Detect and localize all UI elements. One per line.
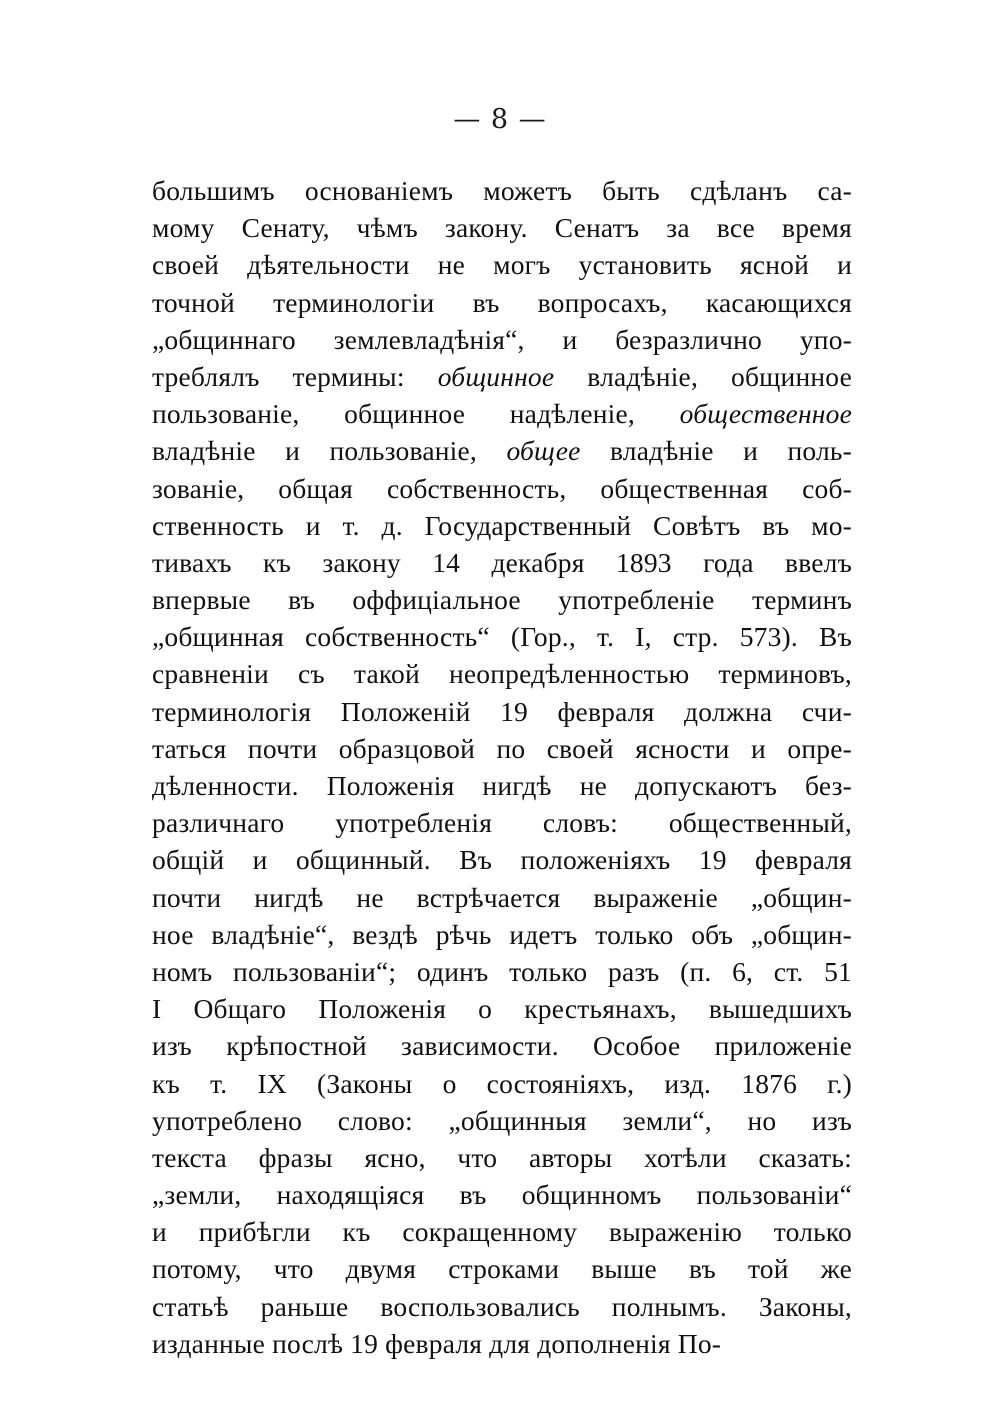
body-text <box>152 172 852 1362</box>
text-segment: треблялъ термины: <box>152 360 438 392</box>
text-line <box>152 544 852 581</box>
text-segment: къ т. IX (Законы о состояніяхъ, изд. 1876 г.) <box>152 1067 852 1099</box>
text-segment: изъ крѣпостной зависимости. Особое приложеніе <box>152 1030 852 1062</box>
text-line <box>152 1139 852 1176</box>
text-line <box>152 395 852 432</box>
text-line <box>152 1288 852 1325</box>
text-segment: таться почти образцовой по своей ясности и опре- <box>152 732 852 764</box>
text-segment: зованіе, общая собственность, общественная соб- <box>152 472 852 504</box>
text-line <box>152 804 852 841</box>
text-line <box>152 1102 852 1139</box>
text-line <box>152 321 852 358</box>
text-segment: общій и общинный. Въ положеніяхъ 19 февраля <box>152 844 852 876</box>
text-segment: ное владѣніе“, вездѣ рѣчь идетъ только объ „общин- <box>152 918 852 950</box>
page-number: — 8 — <box>453 104 547 135</box>
text-segment: I Общаго Положенія о крестьянахъ, вышедшихъ <box>152 993 852 1025</box>
italic-term: общинное <box>437 360 555 392</box>
text-segment: текста фразы ясно, что авторы хотѣли сказать: <box>152 1141 852 1173</box>
text-segment: употреблено слово: „общинныя земли“, но изъ <box>152 1104 852 1136</box>
text-segment: большимъ основаніемъ можетъ быть сдѣланъ са- <box>152 175 852 206</box>
text-line <box>152 470 852 507</box>
text-line <box>152 655 852 692</box>
text-segment: „земли, находящіяся въ общинномъ пользованіи“ <box>152 1179 852 1211</box>
text-segment: номъ пользованіи“; одинъ только разъ (п. 6, ст. 51 <box>152 955 852 987</box>
text-segment: владѣніе и поль- <box>580 435 852 467</box>
text-line <box>152 507 852 544</box>
text-segment: своей дѣятельности не могъ установить ясной и <box>152 249 852 281</box>
text-line <box>152 1325 852 1362</box>
text-line <box>152 1176 852 1213</box>
text-segment: и прибѣгли къ сокращенному выраженію только <box>152 1216 852 1248</box>
text-line <box>152 1213 852 1250</box>
text-segment: „общинная собственность“ (Гор., т. I, стр. 573). Въ <box>152 621 852 653</box>
text-line <box>152 1065 852 1102</box>
text-line <box>152 730 852 767</box>
italic-term: общественное <box>679 398 852 430</box>
text-line <box>152 990 852 1027</box>
text-segment: владѣніе и пользованіе, <box>152 435 507 467</box>
text-line <box>152 693 852 730</box>
text-line <box>152 432 852 469</box>
text-line <box>152 284 852 321</box>
text-segment: дѣленности. Положенія нигдѣ не допускаютъ без- <box>152 770 852 801</box>
text-segment: „общиннаго землевладѣнія“, и безразлично упо- <box>152 323 852 355</box>
text-line <box>152 879 852 916</box>
text-line <box>152 767 852 804</box>
text-line <box>152 581 852 618</box>
text-segment: сравненіи съ такой неопредѣленностью терминовъ, <box>152 658 852 690</box>
text-line <box>152 358 852 395</box>
text-segment: терминологія Положеній 19 февраля должна счи- <box>152 695 852 727</box>
text-line <box>152 916 852 953</box>
text-segment: ственность и т. д. Государственный Совѣтъ въ мо- <box>152 509 852 541</box>
text-line <box>152 953 852 990</box>
text-segment: потому, что двумя строками выше въ той же <box>152 1253 852 1285</box>
text-segment: точной терминологіи въ вопросахъ, касающихся <box>152 286 852 318</box>
text-segment: владѣніе, общинное <box>554 360 853 392</box>
text-line <box>152 246 852 283</box>
italic-term: общее <box>506 435 581 467</box>
text-line <box>152 172 852 209</box>
text-segment: статьѣ раньше воспользовались полнымъ. Законы, <box>152 1290 852 1322</box>
text-segment: почти нигдѣ не встрѣчается выраженіе „общин- <box>152 881 852 913</box>
text-segment: впервые въ оффиціальное употребленіе терминъ <box>152 584 852 616</box>
text-segment: пользованіе, общинное надѣленіе, <box>152 398 680 430</box>
text-segment: различнаго употребленія словъ: общественный, <box>152 807 852 839</box>
text-line <box>152 1250 852 1287</box>
text-line <box>152 841 852 878</box>
text-line <box>152 209 852 246</box>
text-segment: изданные послѣ 19 февраля для дополненія По- <box>152 1327 722 1359</box>
text-segment: мому Сенату, чѣмъ закону. Сенатъ за все время <box>152 212 852 244</box>
text-line <box>152 618 852 655</box>
text-line <box>152 1027 852 1064</box>
text-segment: тивахъ къ закону 14 декабря 1893 года ввелъ <box>152 546 852 578</box>
